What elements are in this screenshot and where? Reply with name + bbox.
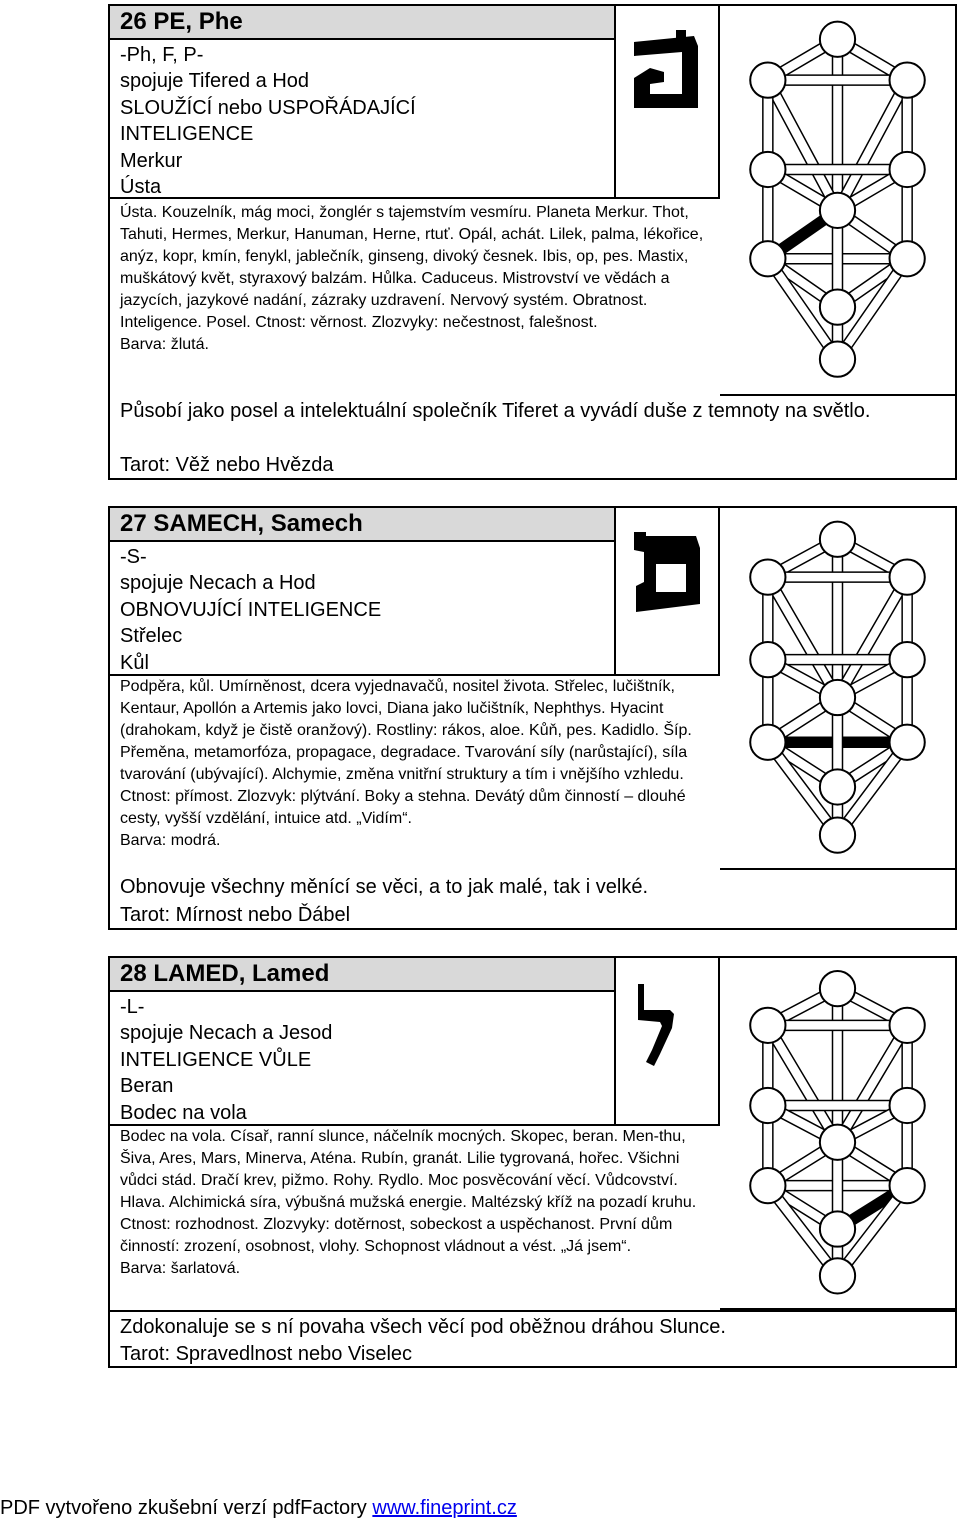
sephira-node	[750, 1168, 785, 1203]
card-line: -L-	[120, 996, 145, 1018]
sephira-node	[820, 22, 855, 57]
tree-path	[768, 164, 907, 174]
hebrew-samekh-icon	[616, 508, 720, 618]
card-description	[120, 676, 720, 852]
card-pe	[108, 4, 957, 480]
glyph-panel	[616, 508, 720, 676]
card-summary: Působí jako posel a intelektuální společník Tiferet a vyvádí duše z temnoty na světlo.	[120, 400, 871, 422]
tree-path	[768, 655, 907, 665]
tree-path	[833, 539, 843, 697]
card-line: -S-	[120, 546, 147, 568]
sephira-node	[890, 241, 925, 276]
tree-panel	[720, 958, 955, 1310]
card-line: spojuje Necach a Hod	[120, 572, 316, 595]
sephira-node	[750, 241, 785, 276]
tree-path	[768, 1020, 907, 1030]
card-title: 27 SAMECH, Samech	[110, 508, 614, 542]
sephira-node	[750, 1008, 785, 1043]
sephira-node	[820, 680, 855, 715]
tree-panel	[720, 508, 955, 870]
card-line: INTELIGENCE	[120, 123, 254, 146]
color-line: Barva: žlutá.	[120, 336, 209, 353]
sephira-node	[890, 1008, 925, 1043]
card-description	[120, 202, 720, 356]
tree-path	[833, 989, 843, 1143]
sephira-node	[820, 193, 855, 228]
footer-text: PDF vytvořeno zkušební verzí pdfFactory	[0, 1497, 373, 1519]
card-line: OBNOVUJÍCÍ INTELIGENCE	[120, 598, 382, 621]
card-tarot: Tarot: Spravedlnost nebo Viselec	[120, 1343, 413, 1365]
glyph-panel	[616, 958, 720, 1126]
hebrew-lamed-icon	[616, 958, 720, 1078]
card-title: 28 LAMED, Lamed	[110, 958, 614, 992]
description-text: Bodec na vola. Císař, ranní slunce, náčelník mocných. Skopec, beran. Men-thu, Šiva, Ares, Mars, Minerva, Aténa. Rubín, granát. Lilie tygrovaná, hořec. Všichni vůdci stád. Dračí krev, pižmo. Rohy. Rydlo. Moc posvěcování věcí. Vůdcovství. Hlava. Alchimická síra, výbušná mužská energie. Maltézský kříž na pozadí kruhu. Ctnost: rozhodnost. Zlozvyky: dotěrnost, sobeckost a uspěchanost. První dům činností: zrození, osobnost, vlohy. Schopnost vládnout a vést. „Já jsem“.	[120, 1128, 697, 1255]
card-description	[120, 1126, 720, 1280]
sephira-node	[820, 1125, 855, 1160]
card-line: Beran	[120, 1075, 174, 1098]
card-summary: Zdokonaluje se s ní povaha všech věcí pod oběžnou dráhou Slunce.	[120, 1316, 726, 1338]
card-line: Kůl	[120, 651, 149, 674]
sephira-node	[890, 63, 925, 98]
card-summary: Obnovuje všechny měnící se věci, a to jak malé, tak i velké.	[120, 876, 649, 898]
card-line: Ústa	[120, 176, 162, 199]
sephira-node	[890, 152, 925, 187]
sephira-node	[890, 559, 925, 594]
card-lamed	[108, 956, 957, 1368]
sephira-node	[750, 642, 785, 677]
hebrew-pe-icon	[616, 6, 720, 116]
color-line: Barva: šarlatová.	[120, 1260, 241, 1277]
sephira-node	[890, 1168, 925, 1203]
separator	[110, 1310, 955, 1312]
tree-of-life-diagram	[720, 958, 955, 1310]
card-tarot: Tarot: Věž nebo Hvězda	[120, 454, 334, 476]
sephira-node	[750, 152, 785, 187]
sephira-node	[890, 725, 925, 760]
card-line: -Ph, F, P-	[120, 44, 204, 66]
card-line: INTELIGENCE VŮLE	[120, 1048, 312, 1071]
sephira-node	[820, 522, 855, 557]
sephira-node	[750, 63, 785, 98]
tree-of-life-diagram	[720, 508, 955, 870]
color-line: Barva: modrá.	[120, 832, 221, 849]
sephira-node	[750, 1088, 785, 1123]
description-text: Ústa. Kouzelník, mág moci, žonglér s tajemstvím vesmíru. Planeta Merkur. Thot, Tahuti, Hermes, Merkur, Hanuman, Herne, rtuť. Opál, achát. Lilek, palma, lékořice, anýz, kopr, kmín, fenykl, jablečník, ginseng, divoký česnek. Ibis, op, pes. Mastix, muškátový květ, styraxový balzám. Hůlka. Caduceus. Mistrovství ve vědách a jazycích, jazykové nadání, zázraky uzdravení. Nervový systém. Obratnost. Inteligence. Posel. Ctnost: věrnost. Zlozvyky: nečestnost, falešnost.	[120, 204, 704, 331]
sephira-node	[750, 559, 785, 594]
tree-of-life-diagram	[720, 6, 955, 396]
tree-panel	[720, 6, 955, 396]
sephira-node	[820, 342, 855, 377]
footer-link[interactable]: www.fineprint.cz	[372, 1497, 517, 1519]
card-line: spojuje Tifered a Hod	[120, 70, 310, 93]
sephira-node	[890, 642, 925, 677]
sephira-node	[750, 725, 785, 760]
card-header	[110, 958, 616, 1126]
card-title: 26 PE, Phe	[110, 6, 614, 40]
tree-path	[833, 39, 843, 210]
tree-path	[768, 572, 907, 582]
sephira-node	[820, 769, 855, 804]
sephira-node	[890, 1088, 925, 1123]
sephira-node	[820, 971, 855, 1006]
card-line: Merkur	[120, 149, 183, 172]
sephira-node	[820, 1211, 855, 1246]
glyph-panel	[616, 6, 720, 199]
sephira-node	[820, 1258, 855, 1293]
card-line: spojuje Necach a Jesod	[120, 1022, 333, 1045]
tree-path	[768, 75, 907, 85]
tree-path	[768, 1100, 907, 1110]
card-header	[110, 6, 616, 199]
card-header	[110, 508, 616, 676]
card-tarot: Tarot: Mírnost nebo Ďábel	[120, 904, 351, 926]
pdf-footer	[0, 1493, 517, 1523]
card-line: Bodec na vola	[120, 1101, 247, 1124]
description-text: Podpěra, kůl. Umírněnost, dcera vyjednavačů, nositel života. Střelec, lučištník, Kentaur, Apollón a Artemis jako lovci, Diana jako lučištník, Nephthys. Hyacint (drahokam, když je čistě oranžový). Rostliny: rákos, aloe. Kůň, pes. Kadidlo. Šíp. Přeměna, metamorfóza, propagace, degradace. Tvarování síly (narůstající), síla tvarování (ubývající). Alchymie, změna vnitřní struktury a tím i vnějšího vzhledu. Ctnost: přímost. Zlozvyk: plýtvání. Boky a stehna. Devátý dům činností – dlouhé cesty, vyšší vzdělání, intuice atd. „Vidím“.	[120, 678, 692, 827]
sephira-node	[820, 817, 855, 852]
card-samech	[108, 506, 957, 930]
card-line: Střelec	[120, 625, 183, 648]
sephira-node	[820, 289, 855, 324]
card-line: SLOUŽÍCÍ nebo USPOŘÁDAJÍCÍ	[120, 96, 416, 119]
